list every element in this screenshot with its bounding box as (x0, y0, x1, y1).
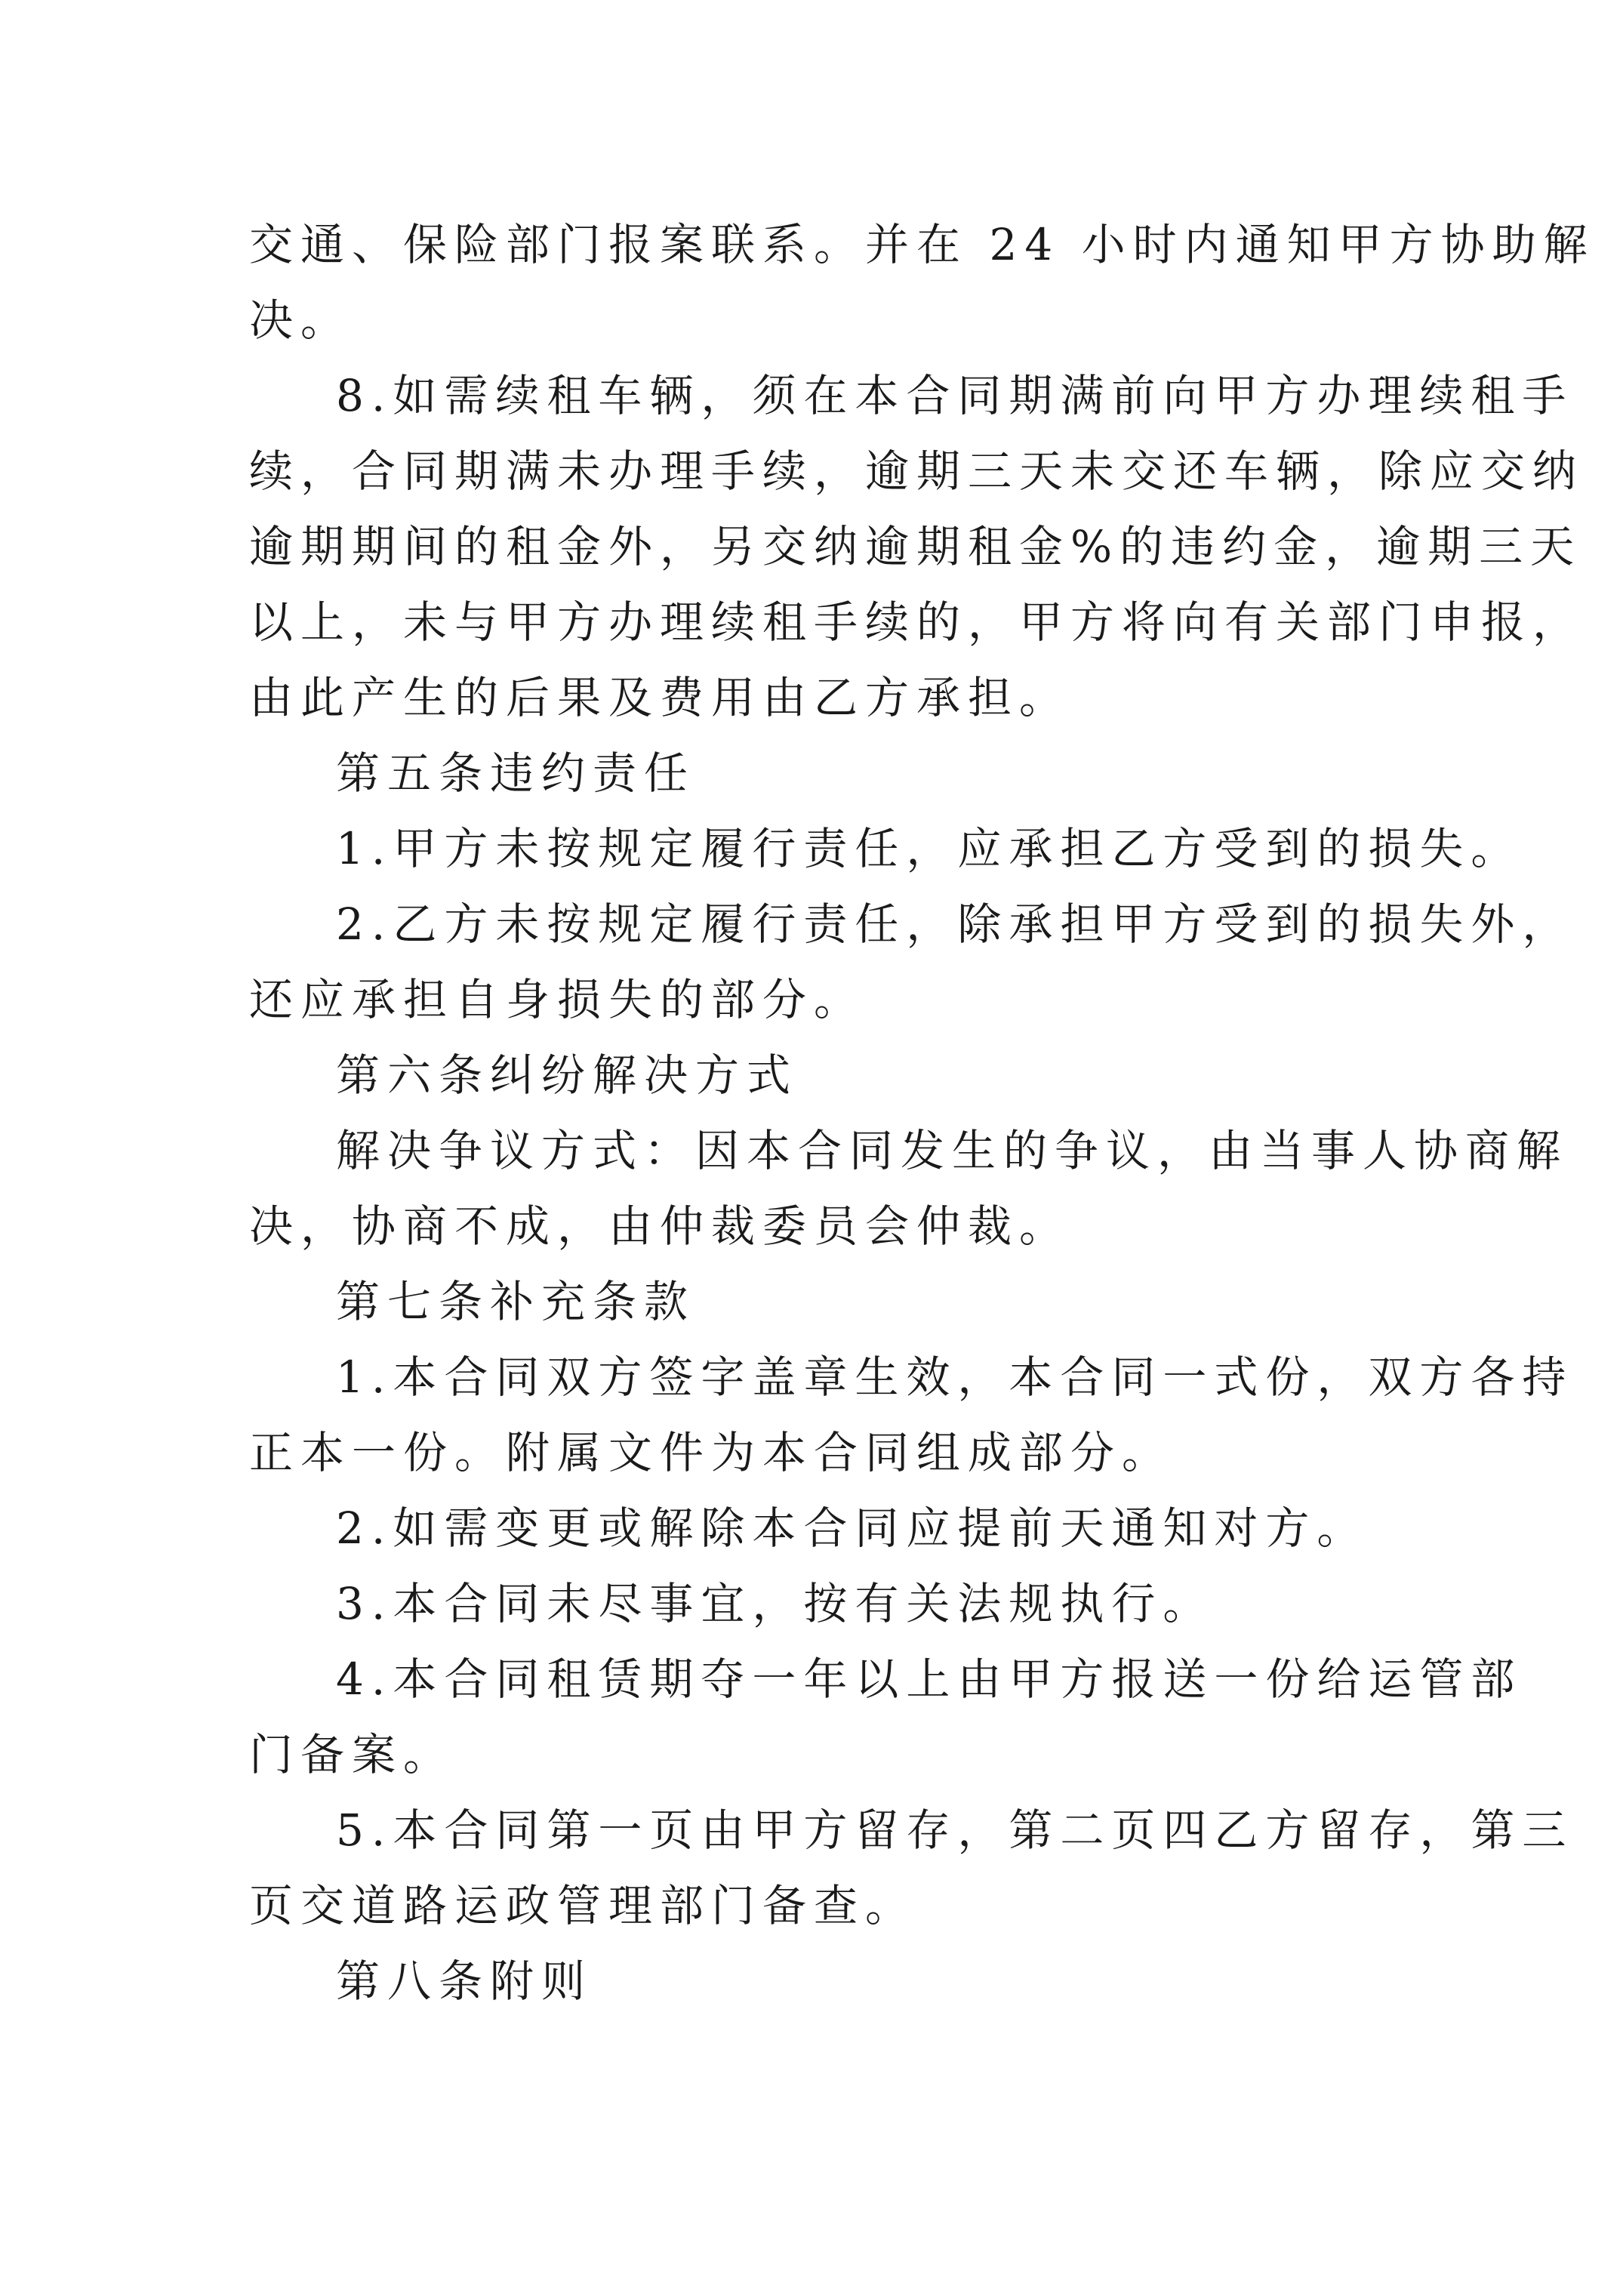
text-line: 解决争议方式：因本合同发生的争议，由当事人协商解 (336, 1125, 1569, 1176)
text-line: 1.本合同双方签字盖章生效，本合同一式份，双方各持 (336, 1351, 1574, 1403)
text-line: 决。 (249, 294, 353, 346)
text-line: 页交道路运政管理部门备查。 (249, 1880, 917, 1931)
text-line: 3.本合同未尽事宜，按有关法规执行。 (336, 1578, 1215, 1629)
section-heading: 第五条违约责任 (336, 747, 696, 799)
text-line: 正本一份。附属文件为本合同组成部分。 (249, 1427, 1174, 1478)
text-line: 以上，未与甲方办理续租手续的，甲方将向有关部门申报， (249, 596, 1585, 648)
text-line: 还应承担自身损失的部分。 (249, 974, 866, 1025)
text-line: 4.本合同租赁期夺一年以上由甲方报送一份给运管部 (336, 1653, 1523, 1705)
text-line: 2.如需变更或解除本合同应提前天通知对方。 (336, 1502, 1369, 1554)
section-heading: 第六条纠纷解决方式 (336, 1049, 799, 1101)
text-line: 交通、保险部门报案联系。并在 24 小时内通知甲方协助解 (249, 219, 1595, 270)
text-line: 1.甲方未按规定履行责任，应承担乙方受到的损失。 (336, 823, 1523, 874)
text-line: 8.如需续租车辆，须在本合同期满前向甲方办理续租手 (336, 370, 1574, 421)
text-line: 5.本合同第一页由甲方留存，第二页四乙方留存，第三 (336, 1804, 1574, 1856)
section-heading: 第八条附则 (336, 1955, 593, 2007)
text-line: 2.乙方未按规定履行责任，除承担甲方受到的损失外， (336, 898, 1574, 950)
text-line: 门备案。 (249, 1729, 455, 1780)
text-line: 决，协商不成，由仲裁委员会仲裁。 (249, 1200, 1071, 1252)
section-heading: 第七条补充条款 (336, 1276, 696, 1327)
text-line: 续，合同期满未办理手续，逾期三天未交还车辆，除应交纳 (249, 445, 1585, 497)
text-line: 逾期期间的租金外，另交纳逾期租金%的违约金，逾期三天 (249, 521, 1582, 572)
text-line: 由此产生的后果及费用由乙方承担。 (249, 672, 1071, 723)
